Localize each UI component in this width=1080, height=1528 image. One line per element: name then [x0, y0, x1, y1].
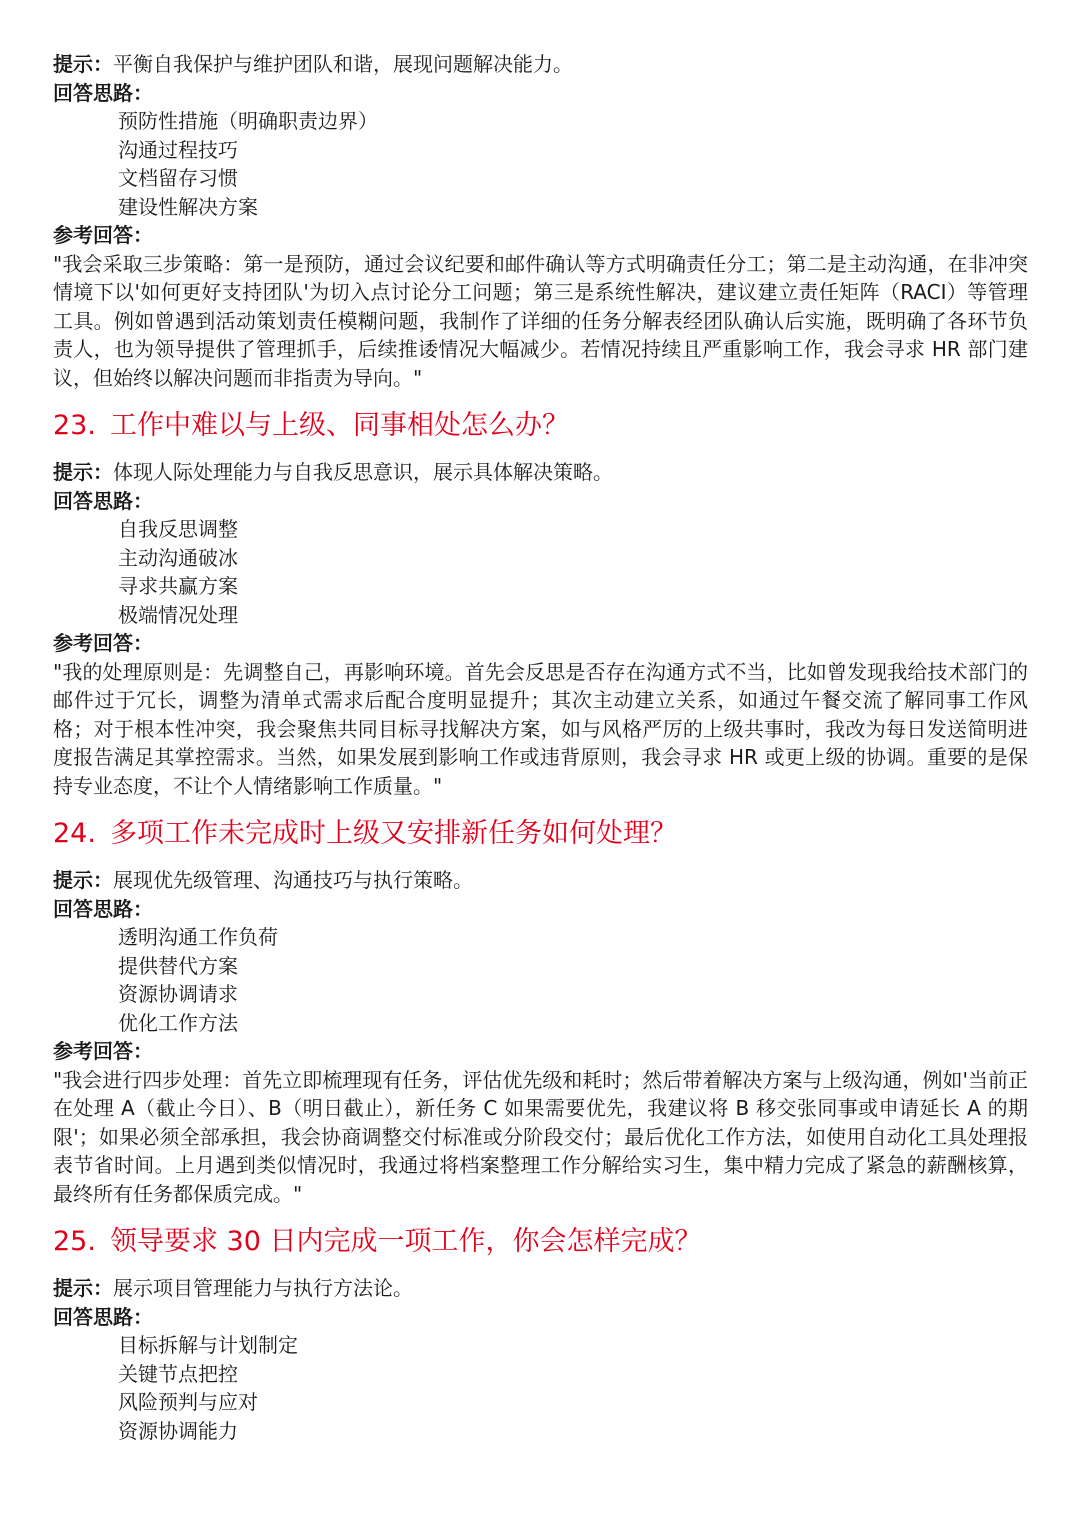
approach-point: 预防性措施（明确职责边界）: [118, 109, 378, 133]
approach-point: 资源协调请求: [118, 982, 238, 1006]
hint-line: [53, 50, 1028, 79]
question-title: 领导要求 30 日内完成一项工作，你会怎样完成？: [109, 1226, 702, 1257]
hint-text: 展现优先级管理、沟通技巧与执行策略。: [113, 868, 473, 892]
question-heading: [53, 408, 1028, 444]
answer-label: 参考回答：: [53, 631, 153, 655]
hint-label: 提示：: [53, 868, 113, 892]
question-number: 23.: [53, 410, 96, 441]
approach-point: 目标拆解与计划制定: [118, 1333, 298, 1357]
question-heading: [53, 816, 1028, 852]
approach-point: 提供替代方案: [118, 953, 238, 978]
approach-label: 回答思路：: [53, 1304, 153, 1329]
question-number: 24.: [53, 818, 96, 849]
approach-point: 资源协调能力: [118, 1418, 238, 1443]
approach-label: 回答思路：: [53, 80, 153, 105]
section-q24: [53, 816, 1028, 1208]
question-number: 25.: [53, 1226, 96, 1257]
approach-point: 风险预判与应对: [118, 1390, 258, 1414]
question-heading: [53, 1224, 1028, 1260]
approach-point: 关键节点把控: [118, 1361, 238, 1386]
question-title: 多项工作未完成时上级又安排新任务如何处理？: [109, 818, 677, 849]
answer-label: 参考回答：: [53, 1039, 153, 1063]
approach-point: 沟通过程技巧: [118, 137, 238, 162]
approach-point: 寻求共赢方案: [118, 574, 238, 598]
approach-point: 主动沟通破冰: [118, 545, 238, 570]
hint-label: 提示：: [53, 52, 113, 76]
approach-point: 文档留存习惯: [118, 166, 238, 190]
hint-label: 提示：: [53, 1276, 113, 1300]
approach-point: 极端情况处理: [118, 602, 238, 627]
answer-text: "我的处理原则是：先调整自己，再影响环境。首先会反思是否存在沟通方式不当，比如曾发现我给技术部门的邮件过于冗长，调整为清单式需求后配合度明显提升；其次主动建立关系，如通过午餐交流了解同事工作风格；对于根本性冲突，我会聚焦共同目标寻找解决方案，如与风格严厉的上级共事时，我改为每日发送简明进度报告满足其掌控需求。当然，如果发展到影响工作或违背原则，我会寻求 HR 或更上级的协调。重要的是保持专业态度，不让个人情绪影响工作质量。": [53, 659, 1028, 798]
approach-point: 自我反思调整: [118, 517, 238, 541]
approach-point: 透明沟通工作负荷: [118, 925, 278, 949]
answer-text: "我会进行四步处理：首先立即梳理现有任务，评估优先级和耗时；然后带着解决方案与上级沟通，例如'当前正在处理 A（截止今日）、B（明日截止），新任务 C 如果需要优先，我建议将 B 移交张同事或申请延长 A 的期限'；如果必须全部承担，我会协商调整交付标准或分阶段交付；最后优化工作方法，如使用自动化工具处理报表节省时间。上月遇到类似情况时，我通过将档案整理工作分解给实习生，集中精力完成了紧急的薪酬核算，最终所有任务都保质完成。": [53, 1067, 1028, 1206]
hint-line: [53, 458, 1028, 487]
hint-label: 提示：: [53, 460, 113, 484]
section-q23: [53, 408, 1028, 800]
question-title: 工作中难以与上级、同事相处怎么办？: [109, 410, 569, 441]
hint-text: 展示项目管理能力与执行方法论。: [113, 1276, 413, 1300]
approach-label: 回答思路：: [53, 488, 153, 513]
answer-label: 参考回答：: [53, 223, 153, 247]
hint-line: [53, 1274, 1028, 1303]
hint-line: [53, 866, 1028, 895]
answer-text: "我会采取三步策略：第一是预防，通过会议纪要和邮件确认等方式明确责任分工；第二是主动沟通，在非冲突情境下以'如何更好支持团队'为切入点讨论分工问题；第三是系统性解决，建议建立责任矩阵（RACI）等管理工具。例如曾遇到活动策划责任模糊问题，我制作了详细的任务分解表经团队确认后实施，既明确了各环节负责人，也为领导提供了管理抓手，后续推诿情况大幅减少。若情况持续且严重影响工作，我会寻求 HR 部门建议，但始终以解决问题而非指责为导向。": [53, 251, 1028, 390]
approach-point: 建设性解决方案: [118, 194, 258, 219]
hint-text: 平衡自我保护与维护团队和谐，展现问题解决能力。: [113, 52, 573, 76]
approach-label: 回答思路：: [53, 896, 153, 921]
approach-point: 优化工作方法: [118, 1010, 238, 1035]
hint-text: 体现人际处理能力与自我反思意识，展示具体解决策略。: [113, 460, 613, 484]
section-q22-continued: [53, 50, 1028, 392]
section-q25: [53, 1224, 1028, 1445]
